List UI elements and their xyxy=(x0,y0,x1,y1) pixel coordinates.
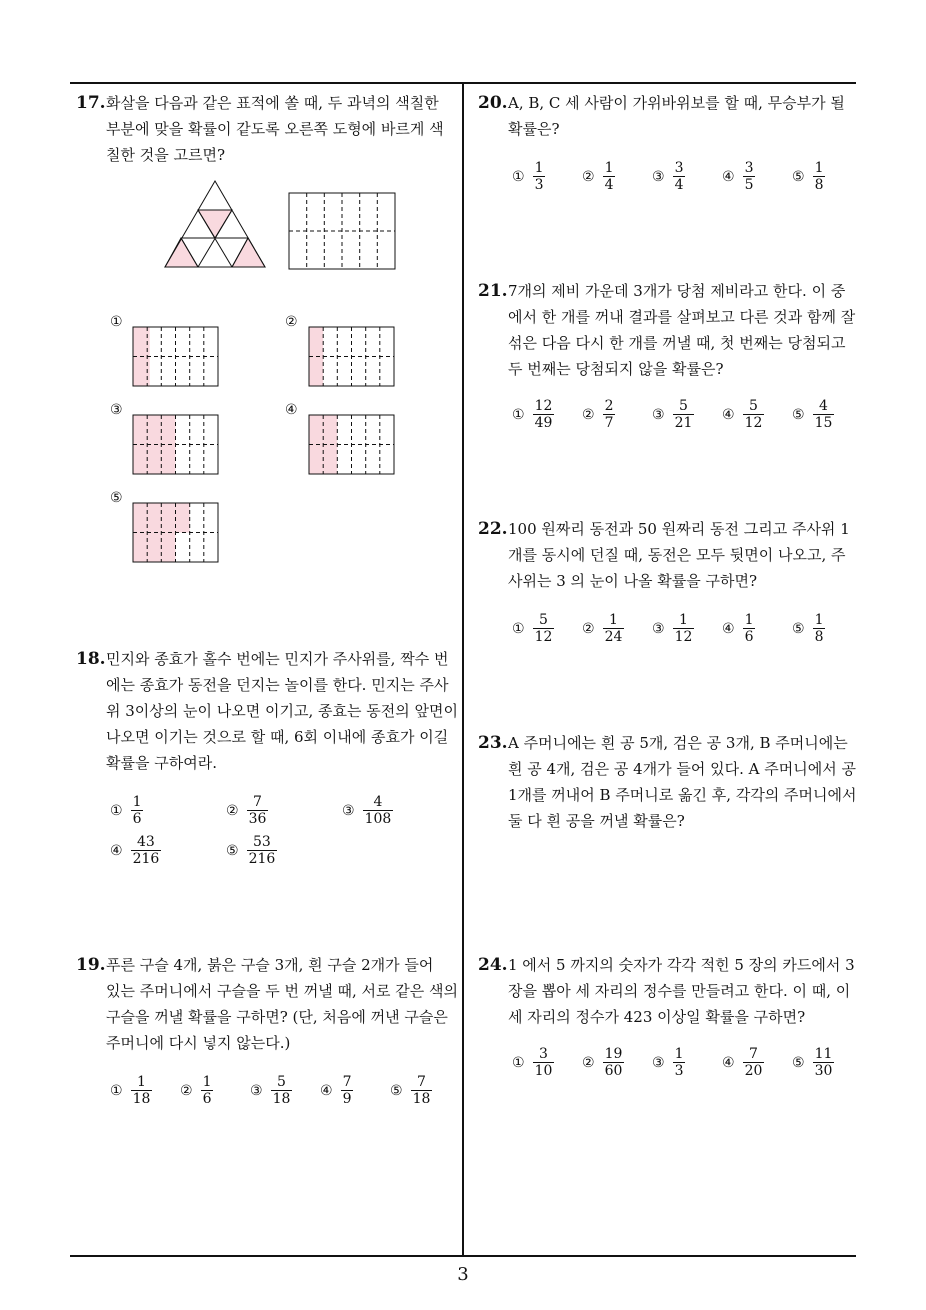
q17-option-2-grid[interactable] xyxy=(308,326,396,388)
fraction: $\frac{5}{12}$ xyxy=(534,612,553,645)
question-text: A, B, C 세 사람이 가위바위보를 할 때, 무승부가 될 확률은? xyxy=(508,94,845,138)
question-text: A 주머니에는 흰 공 5개, 검은 공 3개, B 주머니에는 흰 공 4개, 검은 공 4개가 들어 있다. A 주머니에서 공 1개를 꺼내어 B 주머니로 옮긴 후, 각각의 주머니에서 둘 다 흰 공을 꺼낼 확률은? xyxy=(508,734,857,830)
fraction: $\frac{2}{7}$ xyxy=(604,398,614,431)
q17-option-3-grid[interactable] xyxy=(132,414,220,476)
question-number: 17. xyxy=(76,93,106,113)
fraction: $\frac{11}{30}$ xyxy=(814,1046,833,1079)
choice-5[interactable]: ⑤ $\frac{7}{18}$ xyxy=(390,1074,431,1107)
question-number: 22. xyxy=(478,519,508,539)
question-number: 19. xyxy=(76,955,106,975)
fraction: $\frac{4}{108}$ xyxy=(364,794,392,827)
fraction: $\frac{1}{18}$ xyxy=(132,1074,151,1107)
choice-2[interactable]: ② $\frac{1}{4}$ xyxy=(582,160,614,193)
q17-option-1-label[interactable]: ① xyxy=(110,314,123,330)
choice-4[interactable]: ④ $\frac{5}{12}$ xyxy=(722,398,763,431)
fraction: $\frac{3}{10}$ xyxy=(534,1046,553,1079)
question-number: 18. xyxy=(76,649,106,669)
choice-4[interactable]: ④ $\frac{7}{20}$ xyxy=(722,1046,763,1079)
fraction: $\frac{1}{12}$ xyxy=(674,612,693,645)
fraction: $\frac{3}{5}$ xyxy=(744,160,754,193)
choice-2[interactable]: ② $\frac{7}{36}$ xyxy=(226,794,267,827)
choice-4[interactable]: ④ $\frac{3}{5}$ xyxy=(722,160,754,193)
q17-option-4-label[interactable]: ④ xyxy=(285,402,298,418)
fraction: $\frac{5}{12}$ xyxy=(744,398,763,431)
page-number: 3 xyxy=(457,1264,469,1285)
fraction: $\frac{1}{3}$ xyxy=(674,1046,684,1079)
q17-option-1-grid[interactable] xyxy=(132,326,220,388)
question-number: 23. xyxy=(478,733,508,753)
choice-5[interactable]: ⑤ $\frac{1}{8}$ xyxy=(792,612,824,645)
choice-2[interactable]: ② $\frac{19}{60}$ xyxy=(582,1046,623,1079)
choice-3[interactable]: ③ $\frac{4}{108}$ xyxy=(342,794,392,827)
choice-4[interactable]: ④ $\frac{7}{9}$ xyxy=(320,1074,352,1107)
fraction: $\frac{3}{4}$ xyxy=(674,160,684,193)
fraction: $\frac{1}{24}$ xyxy=(604,612,623,645)
fraction: $\frac{1}{6}$ xyxy=(202,1074,212,1107)
question-number: 21. xyxy=(478,281,508,301)
q17-option-5-label[interactable]: ⑤ xyxy=(110,490,123,506)
fraction: $\frac{1}{8}$ xyxy=(814,612,824,645)
choice-4[interactable]: ④ $\frac{43}{216}$ xyxy=(110,834,160,867)
choice-3[interactable]: ③ $\frac{1}{12}$ xyxy=(652,612,693,645)
choice-3[interactable]: ③ $\frac{5}{21}$ xyxy=(652,398,693,431)
q17-option-4-grid[interactable] xyxy=(308,414,396,476)
choice-1[interactable]: ① $\frac{12}{49}$ xyxy=(512,398,553,431)
fraction: $\frac{43}{216}$ xyxy=(132,834,160,867)
bottom-rule xyxy=(70,1255,856,1257)
choice-1[interactable]: ① $\frac{1}{6}$ xyxy=(110,794,142,827)
choice-1[interactable]: ① $\frac{1}{3}$ xyxy=(512,160,544,193)
choice-5[interactable]: ⑤ $\frac{53}{216}$ xyxy=(226,834,276,867)
question-text: 7개의 제비 가운데 3개가 당첨 제비라고 한다. 이 중 에서 한 개를 꺼내 결과를 살펴보고 다른 것과 함께 잘 섞은 다음 다시 한 개를 꺼낼 때, 첫 번째는 당첨되고 두 번째는 당첨되지 않을 확률은? xyxy=(508,282,856,378)
fraction: $\frac{19}{60}$ xyxy=(604,1046,623,1079)
choice-2[interactable]: ② $\frac{1}{6}$ xyxy=(180,1074,212,1107)
fraction: $\frac{1}{6}$ xyxy=(132,794,142,827)
q17-option-3-label[interactable]: ③ xyxy=(110,402,123,418)
fraction: $\frac{1}{6}$ xyxy=(744,612,754,645)
choice-5[interactable]: ⑤ $\frac{4}{15}$ xyxy=(792,398,833,431)
fraction: $\frac{7}{36}$ xyxy=(248,794,267,827)
fraction: $\frac{5}{18}$ xyxy=(272,1074,291,1107)
choice-1[interactable]: ① $\frac{5}{12}$ xyxy=(512,612,553,645)
choice-5[interactable]: ⑤ $\frac{11}{30}$ xyxy=(792,1046,833,1079)
choice-1[interactable]: ① $\frac{1}{18}$ xyxy=(110,1074,151,1107)
choice-2[interactable]: ② $\frac{1}{24}$ xyxy=(582,612,623,645)
choice-3[interactable]: ③ $\frac{1}{3}$ xyxy=(652,1046,684,1079)
fraction: $\frac{1}{8}$ xyxy=(814,160,824,193)
question-number: 24. xyxy=(478,955,508,975)
fraction: $\frac{4}{15}$ xyxy=(814,398,833,431)
choice-1[interactable]: ① $\frac{3}{10}$ xyxy=(512,1046,553,1079)
choice-5[interactable]: ⑤ $\frac{1}{8}$ xyxy=(792,160,824,193)
fraction: $\frac{1}{4}$ xyxy=(604,160,614,193)
fraction: $\frac{1}{3}$ xyxy=(534,160,544,193)
choice-3[interactable]: ③ $\frac{5}{18}$ xyxy=(250,1074,291,1107)
question-text: 100 원짜리 동전과 50 원짜리 동전 그리고 주사위 1 개를 동시에 던질 때, 동전은 모두 뒷면이 나오고, 주 사위는 3 의 눈이 나올 확률을 구하면? xyxy=(508,520,850,590)
question-text: 1 에서 5 까지의 숫자가 각각 적힌 5 장의 카드에서 3 장을 뽑아 세 자리의 정수를 만들려고 한다. 이 때, 이 세 자리의 정수가 423 이상일 확률을 구하면? xyxy=(508,956,855,1026)
question-text: 민지와 종효가 홀수 번에는 민지가 주사위를, 짝수 번 에는 종효가 동전을 던지는 놀이를 한다. 민지는 주사 위 3이상의 눈이 나오면 이기고, 종효는 동전의 앞면이 나오면 이기는 것으로 할 때, 6회 이내에 종효가 이길 확률을 구하여라. xyxy=(106,650,458,772)
triangle-target-figure xyxy=(160,178,270,270)
fraction: $\frac{7}{20}$ xyxy=(744,1046,763,1079)
question-text: 푸른 구슬 4개, 붉은 구슬 3개, 흰 구슬 2개가 들어 있는 주머니에서 구슬을 두 번 꺼낼 때, 서로 같은 색의 구슬을 꺼낼 확률을 구하면? (단, 처음에 꺼낸 구슬은 주머니에 다시 넣지 않는다.) xyxy=(106,956,458,1052)
choice-2[interactable]: ② $\frac{2}{7}$ xyxy=(582,398,614,431)
q17-option-2-label[interactable]: ② xyxy=(285,314,298,330)
fraction: $\frac{7}{18}$ xyxy=(412,1074,431,1107)
q17-option-5-grid[interactable] xyxy=(132,502,220,564)
fraction: $\frac{53}{216}$ xyxy=(248,834,276,867)
fraction: $\frac{12}{49}$ xyxy=(534,398,553,431)
choice-3[interactable]: ③ $\frac{3}{4}$ xyxy=(652,160,684,193)
column-divider xyxy=(462,82,464,1257)
rectangle-grid-figure xyxy=(288,192,398,272)
fraction: $\frac{5}{21}$ xyxy=(674,398,693,431)
question-text: 화살을 다음과 같은 표적에 쏠 때, 두 과녁의 색칠한 부분에 맞을 확률이 같도록 오른쪽 도형에 바르게 색 칠한 것을 고르면? xyxy=(106,94,444,164)
question-number: 20. xyxy=(478,93,508,113)
fraction: $\frac{7}{9}$ xyxy=(342,1074,352,1107)
choice-4[interactable]: ④ $\frac{1}{6}$ xyxy=(722,612,754,645)
